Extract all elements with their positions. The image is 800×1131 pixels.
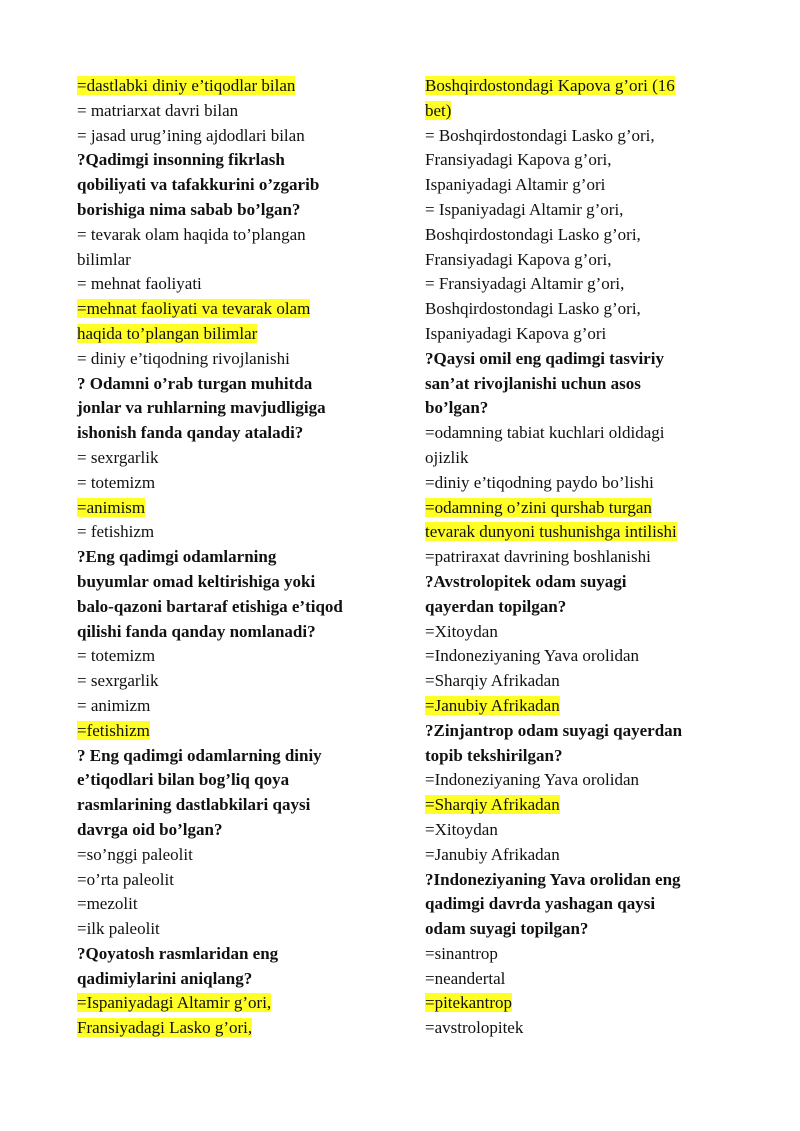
answer-line [77, 471, 387, 496]
answer-line [77, 1016, 387, 1041]
answer-text: =mezolit [77, 894, 138, 914]
question-line [77, 768, 387, 793]
answer-line [425, 496, 735, 521]
answer-text: = mehnat faoliyati [77, 274, 202, 294]
question-line [77, 818, 387, 843]
answer-line [425, 991, 735, 1016]
answer-text: bilimlar [77, 249, 131, 269]
highlighted-answer-text: =dastlabki diniy e’tiqodlar bilan [77, 76, 296, 95]
answer-line [77, 868, 387, 893]
answer-text: = matriarxat davri bilan [77, 100, 239, 120]
answer-text: =sinantrop [425, 943, 498, 963]
answer-line [77, 917, 387, 942]
question-line [77, 570, 387, 595]
answer-text: =o’rta paleolit [77, 869, 174, 889]
answer-text: =ilk paleolit [77, 919, 160, 939]
answer-line [77, 719, 387, 744]
answer-line [425, 1016, 735, 1041]
answer-line [77, 124, 387, 149]
answer-line [425, 297, 735, 322]
answer-line [77, 843, 387, 868]
question-line [425, 396, 735, 421]
answer-line [425, 967, 735, 992]
answer-text: ojizlik [425, 447, 469, 467]
answer-line [77, 496, 387, 521]
question-line [77, 545, 387, 570]
answer-line [77, 297, 387, 322]
answer-line [425, 545, 735, 570]
answer-line [425, 694, 735, 719]
answer-text: = Fransiyadagi Altamir g’ori, [425, 274, 625, 294]
question-line [77, 793, 387, 818]
question-text: topib tekshirilgan? [425, 745, 563, 765]
answer-text: Ispaniyadagi Kapova g’ori [425, 323, 607, 343]
answer-line [425, 793, 735, 818]
question-line [77, 148, 387, 173]
question-line [425, 744, 735, 769]
answer-line [425, 99, 735, 124]
answer-text: =Indoneziyaning Yava orolidan [425, 770, 640, 790]
answer-line [425, 173, 735, 198]
answer-text: = fetishizm [77, 522, 155, 542]
answer-text: =Indoneziyaning Yava orolidan [425, 646, 640, 666]
question-text: borishiga nima sabab bo’lgan? [77, 199, 301, 219]
question-text: qadimgi davrda yashagan qaysi [425, 894, 656, 914]
highlighted-answer-text: =mehnat faoliyati va tevarak olam [77, 299, 311, 319]
question-text: odam suyagi topilgan? [425, 919, 589, 939]
question-line [77, 421, 387, 446]
answer-text: = sexrgarlik [77, 671, 159, 691]
answer-text: = animizm [77, 695, 151, 715]
answer-text: Boshqirdostondagi Lasko g’ori, [425, 224, 641, 244]
answer-line [77, 520, 387, 545]
answer-text: = diniy e’tiqodning rivojlanishi [77, 348, 290, 368]
highlighted-answer-text: tevarak dunyoni tushunishga intilishi [425, 522, 677, 542]
answer-line [425, 148, 735, 173]
highlighted-answer-text: =Sharqiy Afrikadan [425, 795, 560, 815]
answer-line [425, 223, 735, 248]
answer-line [425, 322, 735, 347]
answer-line [425, 421, 735, 446]
answer-text: =avstrolopitek [425, 1018, 524, 1038]
answer-line [425, 74, 735, 99]
question-text: rasmlarining dastlabkilari qaysi [77, 795, 311, 815]
highlighted-answer-text: Fransiyadagi Lasko g’ori, [77, 1018, 253, 1038]
highlighted-answer-text: =Janubiy Afrikadan [425, 695, 560, 715]
highlighted-answer-text: =odamning o’zini qurshab turgan [425, 497, 652, 517]
question-line [425, 595, 735, 620]
answer-text: =patriraxat davrining boshlanishi [425, 547, 651, 567]
question-line [77, 396, 387, 421]
answer-line [425, 942, 735, 967]
answer-line [77, 272, 387, 297]
question-line [77, 595, 387, 620]
answer-line [77, 223, 387, 248]
question-line [77, 620, 387, 645]
answer-line [425, 669, 735, 694]
answer-text: Fransiyadagi Kapova g’ori, [425, 150, 612, 170]
question-line [77, 967, 387, 992]
answer-line [425, 620, 735, 645]
answer-text: = Ispaniyadagi Altamir g’ori, [425, 199, 624, 219]
answer-line [425, 644, 735, 669]
answer-line [77, 74, 387, 99]
answer-text: =odamning tabiat kuchlari oldidagi [425, 423, 665, 443]
answer-text: Ispaniyadagi Altamir g’ori [425, 175, 606, 195]
highlighted-answer-text: =fetishizm [77, 720, 150, 740]
answer-text: =Xitoydan [425, 819, 498, 839]
answer-line [77, 248, 387, 273]
answer-text: =Janubiy Afrikadan [425, 844, 560, 864]
question-text: qadimiylarini aniqlang? [77, 968, 253, 988]
question-line [77, 744, 387, 769]
question-text: balo-qazoni bartaraf etishiga e’tiqod [77, 596, 343, 616]
question-text: qayerdan topilgan? [425, 596, 567, 616]
answer-line [77, 99, 387, 124]
answer-text: =diniy e’tiqodning paydo bo’lishi [425, 472, 654, 492]
answer-line [425, 124, 735, 149]
highlighted-answer-text: Boshqirdostondagi Kapova g’ori (16 [425, 76, 675, 95]
answer-text: = sexrgarlik [77, 447, 159, 467]
question-text: ?Qadimgi insonning fikrlash [77, 150, 285, 170]
question-text: ? Eng qadimgi odamlarning diniy [77, 745, 322, 765]
question-text: jonlar va ruhlarning mavjudligiga [77, 398, 326, 418]
question-line [425, 347, 735, 372]
right-column [425, 74, 735, 1041]
question-line [425, 570, 735, 595]
left-column [77, 74, 387, 1041]
answer-text: = Boshqirdostondagi Lasko g’ori, [425, 125, 655, 145]
answer-text: Boshqirdostondagi Lasko g’ori, [425, 299, 641, 319]
question-text: buyumlar omad keltirishiga yoki [77, 571, 316, 591]
question-text: ?Eng qadimgi odamlarning [77, 547, 277, 567]
question-text: qilishi fanda qanday nomlanadi? [77, 621, 316, 641]
answer-text: Fransiyadagi Kapova g’ori, [425, 249, 612, 269]
question-text: qobiliyati va tafakkurini o’zgarib [77, 175, 320, 195]
question-line [77, 942, 387, 967]
question-text: e’tiqodlari bilan bog’liq qoya [77, 770, 290, 790]
answer-text: =so’nggi paleolit [77, 844, 193, 864]
question-line [425, 917, 735, 942]
answer-text: = tevarak olam haqida to’plangan [77, 224, 306, 244]
answer-line [77, 347, 387, 372]
answer-text: =neandertal [425, 968, 506, 988]
answer-line [77, 892, 387, 917]
answer-text: = jasad urug’ining ajdodlari bilan [77, 125, 305, 145]
answer-line [77, 644, 387, 669]
answer-line [77, 446, 387, 471]
answer-line [425, 272, 735, 297]
question-text: ? Odamni o’rab turgan muhitda [77, 373, 313, 393]
question-text: ?Indoneziyaning Yava orolidan eng [425, 869, 681, 889]
answer-line [77, 322, 387, 347]
highlighted-answer-text: haqida to’plangan bilimlar [77, 323, 258, 343]
answer-text: = totemizm [77, 646, 156, 666]
highlighted-answer-text: =Ispaniyadagi Altamir g’ori, [77, 993, 272, 1013]
question-text: ?Qaysi omil eng qadimgi tasviriy [425, 348, 664, 368]
answer-text: =Sharqiy Afrikadan [425, 671, 560, 691]
question-line [425, 719, 735, 744]
answer-line [425, 768, 735, 793]
question-text: bo’lgan? [425, 398, 489, 418]
answer-line [425, 471, 735, 496]
question-text: ishonish fanda qanday ataladi? [77, 423, 304, 443]
question-line [77, 198, 387, 223]
answer-line [425, 198, 735, 223]
question-text: ?Qoyatosh rasmlaridan eng [77, 943, 279, 963]
answer-line [77, 991, 387, 1016]
answer-line [425, 520, 735, 545]
answer-line [425, 818, 735, 843]
answer-text: = totemizm [77, 472, 156, 492]
highlighted-answer-text: =pitekantrop [425, 993, 513, 1013]
answer-line [425, 248, 735, 273]
answer-line [425, 446, 735, 471]
question-line [425, 892, 735, 917]
answer-line [425, 843, 735, 868]
question-text: san’at rivojlanishi uchun asos [425, 373, 641, 393]
highlighted-answer-text: =animism [77, 497, 146, 517]
question-line [77, 372, 387, 397]
answer-text: =Xitoydan [425, 621, 498, 641]
question-line [425, 868, 735, 893]
question-line [77, 173, 387, 198]
question-text: davrga oid bo’lgan? [77, 819, 223, 839]
answer-line [77, 694, 387, 719]
answer-line [77, 669, 387, 694]
highlighted-answer-text: bet) [425, 100, 452, 120]
question-line [425, 372, 735, 397]
question-text: ?Zinjantrop odam suyagi qayerdan [425, 720, 683, 740]
question-text: ?Avstrolopitek odam suyagi [425, 571, 627, 591]
